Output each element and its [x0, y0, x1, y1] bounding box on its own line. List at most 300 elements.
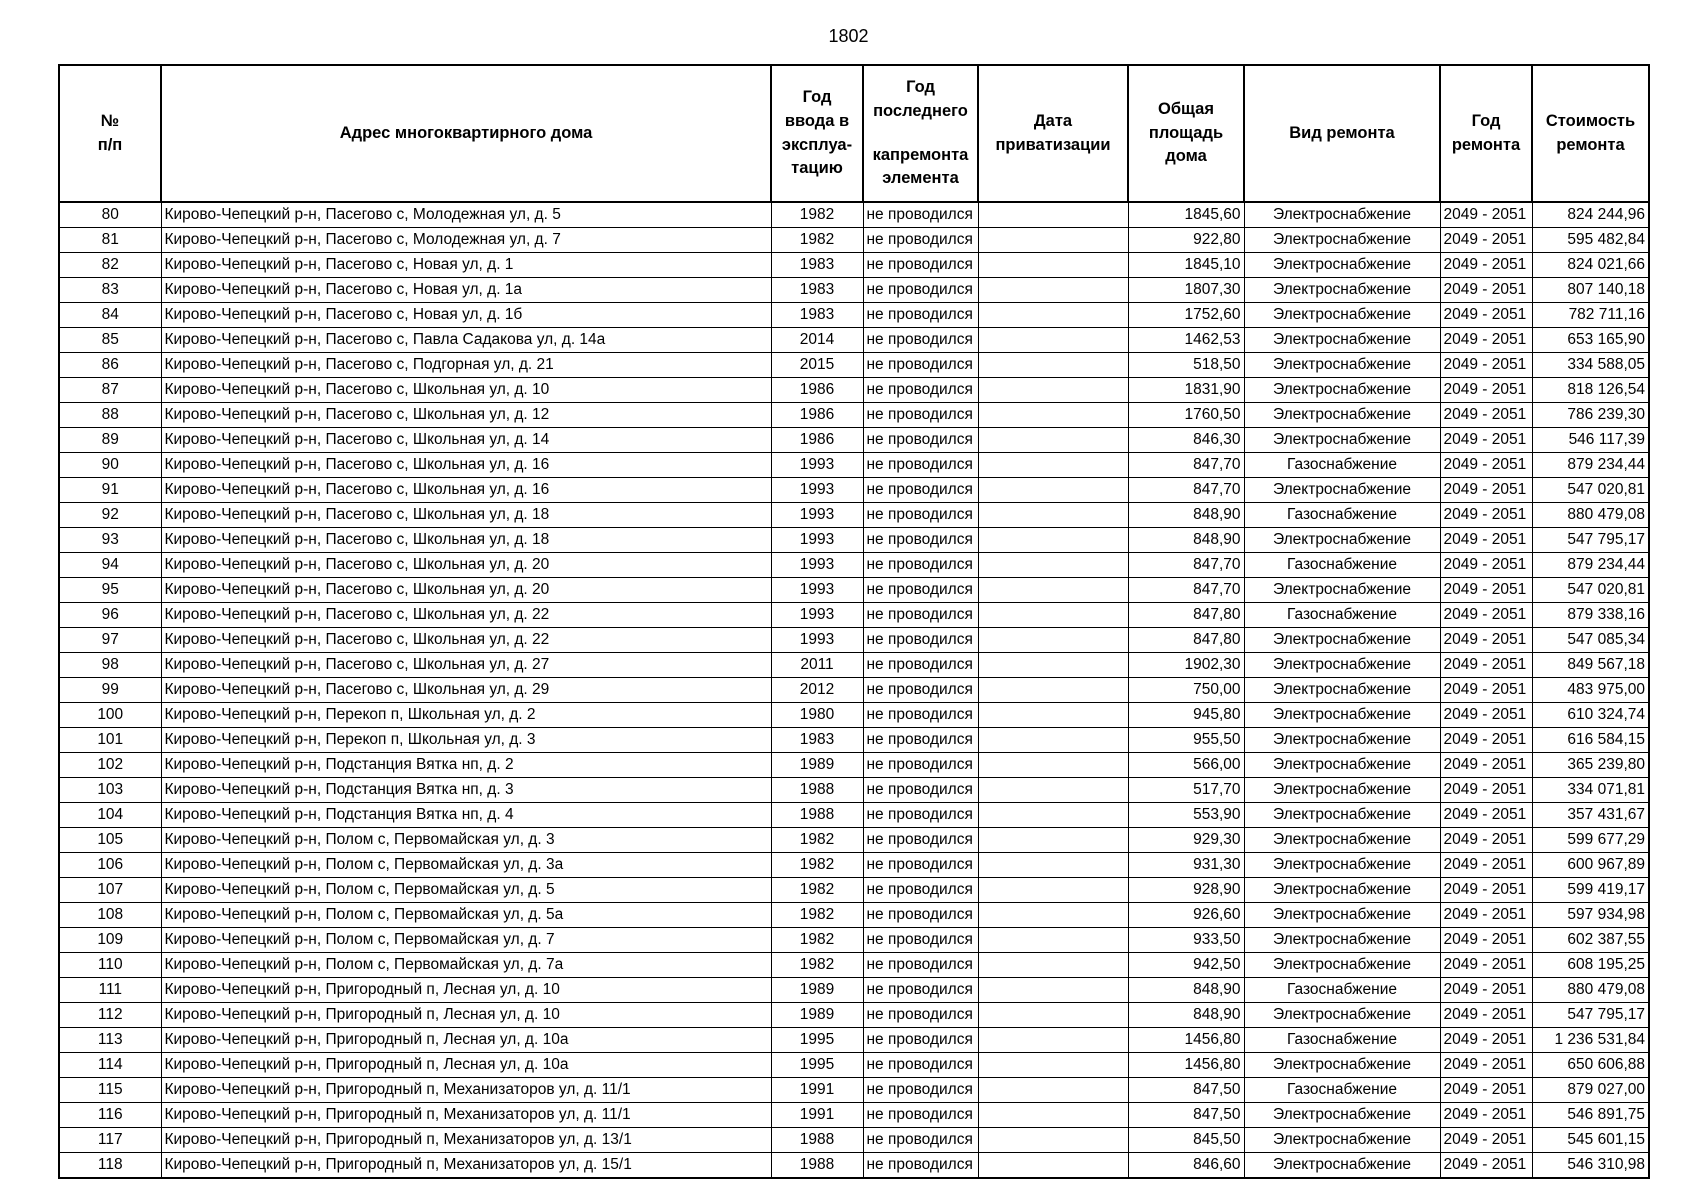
cell-repair-period: 2049 - 2051: [1440, 353, 1532, 378]
table-row: [59, 1103, 1649, 1128]
cell-num: 110: [59, 953, 161, 978]
cell-address: Кирово-Чепецкий р-н, Пасегово с, Молодежная ул, д. 7: [161, 228, 771, 253]
table-row: [59, 378, 1649, 403]
repair-table: [58, 64, 1650, 1179]
table-row: [59, 428, 1649, 453]
cell-year-built: 2015: [771, 353, 863, 378]
cell-repair-period: 2049 - 2051: [1440, 202, 1532, 228]
cell-year-built: 1988: [771, 778, 863, 803]
cell-privatization: [978, 303, 1128, 328]
cell-privatization: [978, 503, 1128, 528]
header-last-repair: Год последнего капремонта элемента: [863, 65, 978, 202]
cell-last-repair: не проводился: [863, 628, 978, 653]
cell-last-repair: не проводился: [863, 703, 978, 728]
cell-area: 1845,60: [1128, 202, 1244, 228]
cell-repair-type: Электроснабжение: [1244, 803, 1440, 828]
header-cost: Стоимость ремонта: [1532, 65, 1649, 202]
cell-cost: 365 239,80: [1532, 753, 1649, 778]
cell-address: Кирово-Чепецкий р-н, Пасегово с, Школьная ул, д. 18: [161, 503, 771, 528]
cell-repair-type: Электроснабжение: [1244, 653, 1440, 678]
cell-num: 90: [59, 453, 161, 478]
cell-address: Кирово-Чепецкий р-н, Пасегово с, Школьная ул, д. 27: [161, 653, 771, 678]
cell-repair-period: 2049 - 2051: [1440, 403, 1532, 428]
table-row: [59, 653, 1649, 678]
cell-repair-type: Электроснабжение: [1244, 1128, 1440, 1153]
cell-last-repair: не проводился: [863, 828, 978, 853]
table-row: [59, 928, 1649, 953]
cell-repair-type: Электроснабжение: [1244, 478, 1440, 503]
cell-repair-type: Электроснабжение: [1244, 878, 1440, 903]
cell-num: 118: [59, 1153, 161, 1179]
table-row: [59, 253, 1649, 278]
cell-num: 96: [59, 603, 161, 628]
cell-address: Кирово-Чепецкий р-н, Пасегово с, Молодежная ул, д. 5: [161, 202, 771, 228]
cell-cost: 824 244,96: [1532, 202, 1649, 228]
cell-num: 106: [59, 853, 161, 878]
cell-area: 942,50: [1128, 953, 1244, 978]
table-row: [59, 1153, 1649, 1179]
cell-last-repair: не проводился: [863, 478, 978, 503]
cell-year-built: 1988: [771, 1153, 863, 1179]
cell-repair-type: Электроснабжение: [1244, 1153, 1440, 1179]
cell-cost: 600 967,89: [1532, 853, 1649, 878]
header-privatization: Дата приватизации: [978, 65, 1128, 202]
cell-address: Кирово-Чепецкий р-н, Подстанция Вятка нп, д. 2: [161, 753, 771, 778]
cell-repair-type: Электроснабжение: [1244, 953, 1440, 978]
cell-last-repair: не проводился: [863, 503, 978, 528]
cell-num: 88: [59, 403, 161, 428]
cell-repair-period: 2049 - 2051: [1440, 1003, 1532, 1028]
cell-repair-period: 2049 - 2051: [1440, 453, 1532, 478]
cell-cost: 880 479,08: [1532, 978, 1649, 1003]
cell-area: 847,50: [1128, 1103, 1244, 1128]
cell-last-repair: не проводился: [863, 353, 978, 378]
cell-cost: 545 601,15: [1532, 1128, 1649, 1153]
cell-privatization: [978, 228, 1128, 253]
cell-repair-type: Электроснабжение: [1244, 853, 1440, 878]
cell-repair-period: 2049 - 2051: [1440, 428, 1532, 453]
cell-repair-type: Электроснабжение: [1244, 928, 1440, 953]
cell-cost: 334 588,05: [1532, 353, 1649, 378]
cell-num: 87: [59, 378, 161, 403]
cell-area: 848,90: [1128, 503, 1244, 528]
cell-year-built: 1989: [771, 753, 863, 778]
cell-last-repair: не проводился: [863, 778, 978, 803]
cell-num: 117: [59, 1128, 161, 1153]
cell-repair-period: 2049 - 2051: [1440, 1153, 1532, 1179]
cell-area: 1456,80: [1128, 1053, 1244, 1078]
cell-privatization: [978, 1153, 1128, 1179]
cell-last-repair: не проводился: [863, 378, 978, 403]
table-row: [59, 878, 1649, 903]
cell-year-built: 1983: [771, 303, 863, 328]
cell-year-built: 1982: [771, 853, 863, 878]
cell-privatization: [978, 778, 1128, 803]
cell-area: 847,80: [1128, 603, 1244, 628]
cell-num: 85: [59, 328, 161, 353]
header-repair-year: Год ремонта: [1440, 65, 1532, 202]
cell-address: Кирово-Чепецкий р-н, Пасегово с, Школьная ул, д. 20: [161, 553, 771, 578]
cell-privatization: [978, 353, 1128, 378]
cell-area: 517,70: [1128, 778, 1244, 803]
table-row: [59, 1128, 1649, 1153]
cell-cost: 547 020,81: [1532, 578, 1649, 603]
cell-last-repair: не проводился: [863, 428, 978, 453]
cell-repair-period: 2049 - 2051: [1440, 753, 1532, 778]
cell-cost: 610 324,74: [1532, 703, 1649, 728]
cell-area: 1845,10: [1128, 253, 1244, 278]
cell-privatization: [978, 728, 1128, 753]
cell-year-built: 1993: [771, 528, 863, 553]
cell-repair-type: Электроснабжение: [1244, 202, 1440, 228]
table-row: [59, 728, 1649, 753]
cell-num: 98: [59, 653, 161, 678]
cell-repair-period: 2049 - 2051: [1440, 978, 1532, 1003]
cell-year-built: 1982: [771, 228, 863, 253]
cell-cost: 880 479,08: [1532, 503, 1649, 528]
cell-address: Кирово-Чепецкий р-н, Пасегово с, Новая ул, д. 1: [161, 253, 771, 278]
table-row: [59, 478, 1649, 503]
cell-last-repair: не проводился: [863, 553, 978, 578]
cell-area: 847,70: [1128, 453, 1244, 478]
cell-cost: 818 126,54: [1532, 378, 1649, 403]
cell-num: 101: [59, 728, 161, 753]
cell-repair-period: 2049 - 2051: [1440, 928, 1532, 953]
cell-privatization: [978, 978, 1128, 1003]
cell-last-repair: не проводился: [863, 878, 978, 903]
cell-address: Кирово-Чепецкий р-н, Полом с, Первомайская ул, д. 3: [161, 828, 771, 853]
cell-year-built: 2011: [771, 653, 863, 678]
header-area: Общая площадь дома: [1128, 65, 1244, 202]
cell-privatization: [978, 378, 1128, 403]
cell-area: 847,70: [1128, 553, 1244, 578]
cell-num: 89: [59, 428, 161, 453]
cell-cost: 786 239,30: [1532, 403, 1649, 428]
cell-num: 115: [59, 1078, 161, 1103]
table-row: [59, 828, 1649, 853]
cell-area: 848,90: [1128, 978, 1244, 1003]
cell-num: 100: [59, 703, 161, 728]
cell-area: 750,00: [1128, 678, 1244, 703]
cell-num: 107: [59, 878, 161, 903]
cell-address: Кирово-Чепецкий р-н, Подстанция Вятка нп, д. 4: [161, 803, 771, 828]
cell-year-built: 1986: [771, 403, 863, 428]
table-row: [59, 328, 1649, 353]
cell-repair-type: Электроснабжение: [1244, 328, 1440, 353]
cell-repair-period: 2049 - 2051: [1440, 803, 1532, 828]
cell-cost: 483 975,00: [1532, 678, 1649, 703]
cell-year-built: 1986: [771, 378, 863, 403]
cell-address: Кирово-Чепецкий р-н, Полом с, Первомайская ул, д. 7а: [161, 953, 771, 978]
cell-area: 933,50: [1128, 928, 1244, 953]
cell-num: 97: [59, 628, 161, 653]
cell-last-repair: не проводился: [863, 803, 978, 828]
cell-year-built: 1995: [771, 1053, 863, 1078]
cell-address: Кирово-Чепецкий р-н, Пригородный п, Лесная ул, д. 10: [161, 1003, 771, 1028]
cell-year-built: 1982: [771, 878, 863, 903]
cell-area: 846,60: [1128, 1153, 1244, 1179]
cell-area: 1456,80: [1128, 1028, 1244, 1053]
cell-repair-period: 2049 - 2051: [1440, 603, 1532, 628]
cell-repair-period: 2049 - 2051: [1440, 478, 1532, 503]
cell-area: 518,50: [1128, 353, 1244, 378]
cell-repair-type: Электроснабжение: [1244, 628, 1440, 653]
cell-privatization: [978, 403, 1128, 428]
cell-year-built: 1993: [771, 578, 863, 603]
header-address: Адрес многоквартирного дома: [161, 65, 771, 202]
cell-repair-type: Газоснабжение: [1244, 503, 1440, 528]
cell-year-built: 1982: [771, 828, 863, 853]
cell-year-built: 1993: [771, 603, 863, 628]
cell-repair-period: 2049 - 2051: [1440, 728, 1532, 753]
cell-address: Кирово-Чепецкий р-н, Пасегово с, Школьная ул, д. 20: [161, 578, 771, 603]
cell-num: 95: [59, 578, 161, 603]
cell-last-repair: не проводился: [863, 1053, 978, 1078]
cell-year-built: 2012: [771, 678, 863, 703]
cell-area: 847,50: [1128, 1078, 1244, 1103]
table-row: [59, 778, 1649, 803]
cell-privatization: [978, 803, 1128, 828]
cell-num: 83: [59, 278, 161, 303]
cell-repair-type: Электроснабжение: [1244, 778, 1440, 803]
cell-repair-type: Электроснабжение: [1244, 428, 1440, 453]
cell-num: 103: [59, 778, 161, 803]
cell-cost: 546 310,98: [1532, 1153, 1649, 1179]
cell-privatization: [978, 578, 1128, 603]
cell-address: Кирово-Чепецкий р-н, Полом с, Первомайская ул, д. 5: [161, 878, 771, 903]
cell-repair-period: 2049 - 2051: [1440, 778, 1532, 803]
cell-repair-period: 2049 - 2051: [1440, 653, 1532, 678]
cell-cost: 546 891,75: [1532, 1103, 1649, 1128]
cell-cost: 547 020,81: [1532, 478, 1649, 503]
cell-area: 922,80: [1128, 228, 1244, 253]
cell-address: Кирово-Чепецкий р-н, Полом с, Первомайская ул, д. 5а: [161, 903, 771, 928]
cell-area: 1807,30: [1128, 278, 1244, 303]
cell-year-built: 2014: [771, 328, 863, 353]
cell-privatization: [978, 878, 1128, 903]
cell-area: 1752,60: [1128, 303, 1244, 328]
cell-repair-type: Электроснабжение: [1244, 828, 1440, 853]
cell-year-built: 1993: [771, 503, 863, 528]
cell-year-built: 1993: [771, 553, 863, 578]
cell-area: 566,00: [1128, 753, 1244, 778]
cell-last-repair: не проводился: [863, 853, 978, 878]
table-row: [59, 228, 1649, 253]
cell-privatization: [978, 953, 1128, 978]
cell-cost: 650 606,88: [1532, 1053, 1649, 1078]
cell-repair-period: 2049 - 2051: [1440, 1103, 1532, 1128]
cell-num: 91: [59, 478, 161, 503]
cell-repair-type: Электроснабжение: [1244, 353, 1440, 378]
cell-last-repair: не проводился: [863, 728, 978, 753]
cell-cost: 547 795,17: [1532, 528, 1649, 553]
cell-year-built: 1988: [771, 1128, 863, 1153]
cell-address: Кирово-Чепецкий р-н, Пасегово с, Школьная ул, д. 14: [161, 428, 771, 453]
cell-cost: 599 419,17: [1532, 878, 1649, 903]
cell-address: Кирово-Чепецкий р-н, Пасегово с, Школьная ул, д. 18: [161, 528, 771, 553]
cell-num: 94: [59, 553, 161, 578]
cell-address: Кирово-Чепецкий р-н, Пригородный п, Лесная ул, д. 10а: [161, 1053, 771, 1078]
cell-privatization: [978, 928, 1128, 953]
cell-year-built: 1993: [771, 478, 863, 503]
cell-repair-period: 2049 - 2051: [1440, 228, 1532, 253]
cell-privatization: [978, 703, 1128, 728]
cell-area: 845,50: [1128, 1128, 1244, 1153]
cell-last-repair: не проводился: [863, 453, 978, 478]
cell-area: 1462,53: [1128, 328, 1244, 353]
cell-area: 1831,90: [1128, 378, 1244, 403]
cell-privatization: [978, 428, 1128, 453]
cell-year-built: 1988: [771, 803, 863, 828]
cell-address: Кирово-Чепецкий р-н, Пасегово с, Школьная ул, д. 22: [161, 628, 771, 653]
cell-last-repair: не проводился: [863, 678, 978, 703]
cell-last-repair: не проводился: [863, 753, 978, 778]
cell-repair-period: 2049 - 2051: [1440, 578, 1532, 603]
cell-last-repair: не проводился: [863, 528, 978, 553]
cell-repair-type: Электроснабжение: [1244, 403, 1440, 428]
cell-privatization: [978, 328, 1128, 353]
cell-repair-period: 2049 - 2051: [1440, 703, 1532, 728]
cell-address: Кирово-Чепецкий р-н, Пригородный п, Механизаторов ул, д. 11/1: [161, 1103, 771, 1128]
cell-cost: 334 071,81: [1532, 778, 1649, 803]
cell-repair-type: Электроснабжение: [1244, 728, 1440, 753]
cell-repair-period: 2049 - 2051: [1440, 253, 1532, 278]
cell-area: 848,90: [1128, 528, 1244, 553]
cell-address: Кирово-Чепецкий р-н, Пасегово с, Школьная ул, д. 16: [161, 453, 771, 478]
cell-address: Кирово-Чепецкий р-н, Пригородный п, Механизаторов ул, д. 13/1: [161, 1128, 771, 1153]
cell-privatization: [978, 478, 1128, 503]
table-row: [59, 1078, 1649, 1103]
cell-year-built: 1989: [771, 1003, 863, 1028]
cell-year-built: 1982: [771, 928, 863, 953]
cell-area: 846,30: [1128, 428, 1244, 453]
cell-privatization: [978, 828, 1128, 853]
cell-num: 92: [59, 503, 161, 528]
header-year-built: Год ввода в эксплуа- тацию: [771, 65, 863, 202]
cell-privatization: [978, 1003, 1128, 1028]
cell-repair-period: 2049 - 2051: [1440, 503, 1532, 528]
cell-cost: 1 236 531,84: [1532, 1028, 1649, 1053]
cell-repair-period: 2049 - 2051: [1440, 878, 1532, 903]
cell-num: 116: [59, 1103, 161, 1128]
cell-privatization: [978, 253, 1128, 278]
cell-address: Кирово-Чепецкий р-н, Пасегово с, Новая ул, д. 1а: [161, 278, 771, 303]
cell-last-repair: не проводился: [863, 303, 978, 328]
cell-cost: 879 234,44: [1532, 453, 1649, 478]
cell-address: Кирово-Чепецкий р-н, Пасегово с, Школьная ул, д. 12: [161, 403, 771, 428]
cell-repair-type: Электроснабжение: [1244, 1103, 1440, 1128]
cell-num: 105: [59, 828, 161, 853]
cell-privatization: [978, 653, 1128, 678]
cell-repair-period: 2049 - 2051: [1440, 628, 1532, 653]
cell-year-built: 1995: [771, 1028, 863, 1053]
cell-area: 929,30: [1128, 828, 1244, 853]
cell-repair-type: Газоснабжение: [1244, 1028, 1440, 1053]
cell-privatization: [978, 1078, 1128, 1103]
cell-repair-type: Электроснабжение: [1244, 678, 1440, 703]
cell-num: 80: [59, 202, 161, 228]
cell-cost: 595 482,84: [1532, 228, 1649, 253]
cell-num: 99: [59, 678, 161, 703]
cell-year-built: 1989: [771, 978, 863, 1003]
cell-cost: 602 387,55: [1532, 928, 1649, 953]
cell-address: Кирово-Чепецкий р-н, Перекоп п, Школьная ул, д. 3: [161, 728, 771, 753]
cell-year-built: 1993: [771, 628, 863, 653]
cell-num: 102: [59, 753, 161, 778]
cell-address: Кирово-Чепецкий р-н, Полом с, Первомайская ул, д. 3а: [161, 853, 771, 878]
cell-cost: 597 934,98: [1532, 903, 1649, 928]
cell-repair-period: 2049 - 2051: [1440, 528, 1532, 553]
cell-repair-period: 2049 - 2051: [1440, 553, 1532, 578]
cell-repair-type: Электроснабжение: [1244, 278, 1440, 303]
table-row: [59, 628, 1649, 653]
cell-privatization: [978, 278, 1128, 303]
cell-last-repair: не проводился: [863, 1003, 978, 1028]
cell-num: 112: [59, 1003, 161, 1028]
cell-cost: 357 431,67: [1532, 803, 1649, 828]
cell-area: 553,90: [1128, 803, 1244, 828]
cell-privatization: [978, 753, 1128, 778]
cell-last-repair: не проводился: [863, 603, 978, 628]
cell-last-repair: не проводился: [863, 1153, 978, 1179]
cell-num: 114: [59, 1053, 161, 1078]
cell-address: Кирово-Чепецкий р-н, Полом с, Первомайская ул, д. 7: [161, 928, 771, 953]
cell-repair-period: 2049 - 2051: [1440, 678, 1532, 703]
cell-repair-type: Электроснабжение: [1244, 303, 1440, 328]
cell-privatization: [978, 1103, 1128, 1128]
cell-privatization: [978, 553, 1128, 578]
cell-repair-type: Электроснабжение: [1244, 903, 1440, 928]
cell-repair-type: Электроснабжение: [1244, 253, 1440, 278]
cell-repair-type: Электроснабжение: [1244, 528, 1440, 553]
cell-num: 109: [59, 928, 161, 953]
cell-year-built: 1993: [771, 453, 863, 478]
table-row: [59, 353, 1649, 378]
cell-year-built: 1982: [771, 903, 863, 928]
table-row: [59, 703, 1649, 728]
cell-last-repair: не проводился: [863, 978, 978, 1003]
cell-area: 847,70: [1128, 578, 1244, 603]
table-row: [59, 603, 1649, 628]
cell-repair-period: 2049 - 2051: [1440, 328, 1532, 353]
cell-last-repair: не проводился: [863, 228, 978, 253]
cell-repair-period: 2049 - 2051: [1440, 953, 1532, 978]
cell-address: Кирово-Чепецкий р-н, Пригородный п, Лесная ул, д. 10: [161, 978, 771, 1003]
cell-repair-period: 2049 - 2051: [1440, 1128, 1532, 1153]
cell-repair-type: Газоснабжение: [1244, 978, 1440, 1003]
cell-privatization: [978, 628, 1128, 653]
table-row: [59, 578, 1649, 603]
table-row: [59, 853, 1649, 878]
cell-repair-period: 2049 - 2051: [1440, 903, 1532, 928]
cell-year-built: 1980: [771, 703, 863, 728]
cell-repair-type: Электроснабжение: [1244, 1053, 1440, 1078]
cell-address: Кирово-Чепецкий р-н, Пригородный п, Механизаторов ул, д. 11/1: [161, 1078, 771, 1103]
cell-privatization: [978, 1028, 1128, 1053]
header-num: № п/п: [59, 65, 161, 202]
cell-repair-type: Газоснабжение: [1244, 603, 1440, 628]
cell-last-repair: не проводился: [863, 328, 978, 353]
cell-privatization: [978, 453, 1128, 478]
cell-last-repair: не проводился: [863, 578, 978, 603]
cell-area: 848,90: [1128, 1003, 1244, 1028]
cell-cost: 616 584,15: [1532, 728, 1649, 753]
cell-repair-period: 2049 - 2051: [1440, 828, 1532, 853]
table-row: [59, 528, 1649, 553]
cell-last-repair: не проводился: [863, 202, 978, 228]
cell-year-built: 1982: [771, 953, 863, 978]
cell-last-repair: не проводился: [863, 403, 978, 428]
